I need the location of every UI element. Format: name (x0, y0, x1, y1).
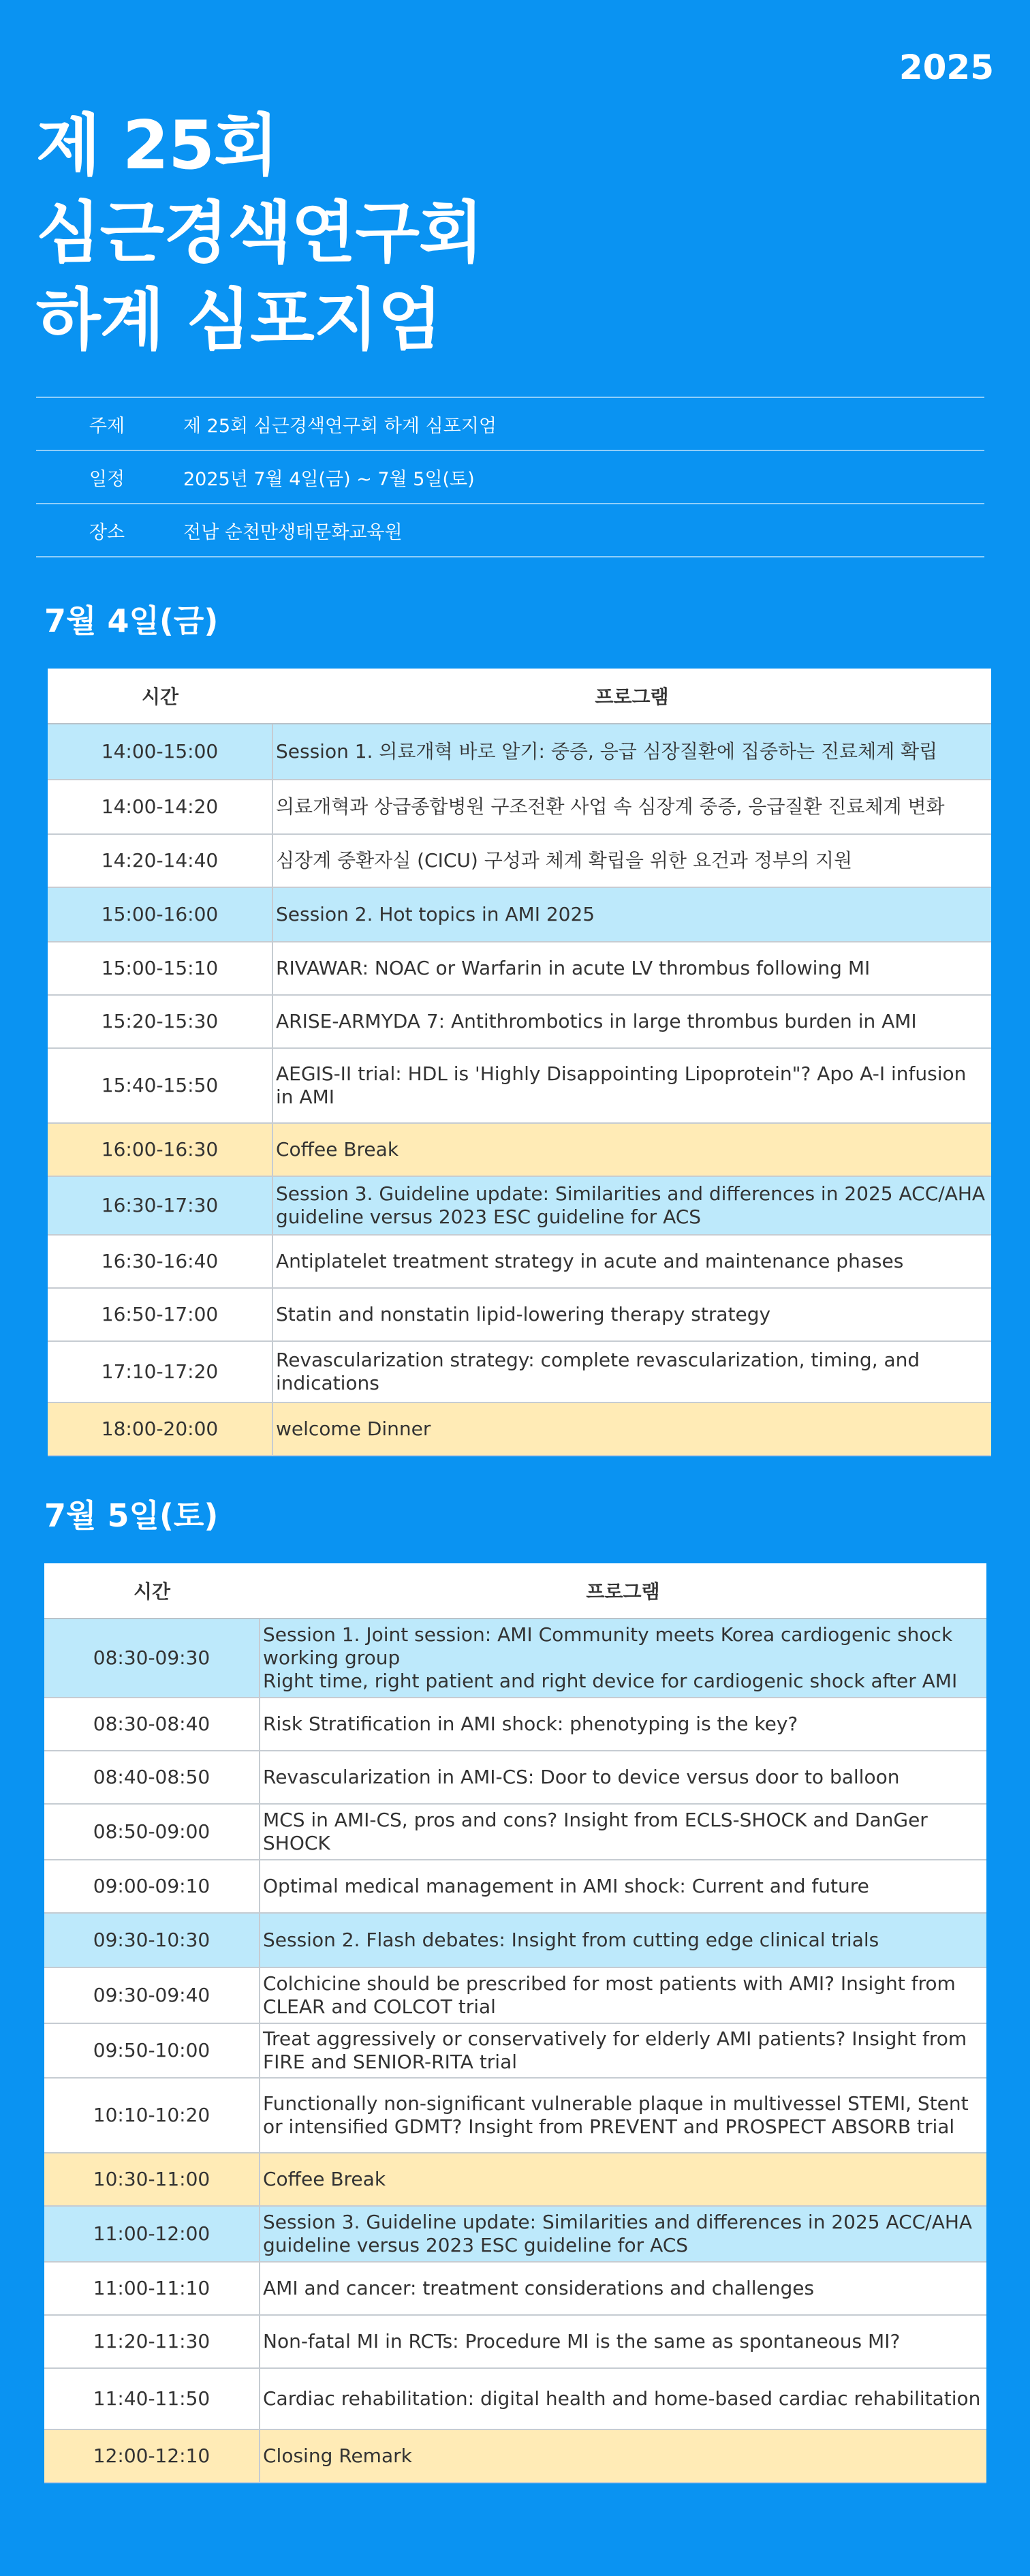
table-header-row (48, 669, 991, 724)
talk-row (44, 1967, 986, 2023)
program-cell: AEGIS-II trial: HDL is 'Highly Disappointing Lipoprotein"? Apo A-I infusion in AMI (272, 1048, 991, 1123)
day2-heading: 7월 5일(토) (44, 1497, 219, 1534)
break-row (44, 2429, 986, 2483)
talk-row (48, 1048, 991, 1123)
session-row (44, 1913, 986, 1967)
program-cell: Coffee Break (260, 2153, 986, 2206)
time-cell: 15:20-15:30 (48, 995, 272, 1048)
title-line: 하계 심포지엄 (36, 281, 442, 359)
time-cell: 14:20-14:40 (48, 834, 272, 887)
program-cell: Session 1. 의료개혁 바로 알기: 중증, 응급 심장질환에 집중하는 진료체계 확립 (272, 724, 991, 780)
talk-row (48, 780, 991, 834)
program-cell: 의료개혁과 상급종합병원 구조전환 사업 속 심장계 중증, 응급질환 진료체계 변화 (272, 780, 991, 834)
time-cell: 08:30-08:40 (44, 1698, 260, 1751)
talk-row (44, 1698, 986, 1751)
talk-row (44, 2023, 986, 2078)
info-row-topic (36, 398, 984, 451)
page-title (36, 102, 649, 364)
info-value: 제 25회 심근경색연구회 하계 심포지엄 (183, 415, 497, 437)
talk-row (44, 1751, 986, 1804)
program-cell: Closing Remark (260, 2429, 986, 2483)
program-header: 프로그램 (260, 1563, 986, 1619)
program-cell: Cardiac rehabilitation: digital health and home-based cardiac rehabilitation (260, 2368, 986, 2429)
break-row (44, 2153, 986, 2206)
session-row (44, 1619, 986, 1698)
talk-row (48, 995, 991, 1048)
time-cell: 08:50-09:00 (44, 1804, 260, 1860)
time-cell: 12:00-12:10 (44, 2429, 260, 2483)
program-cell: Antiplatelet treatment strategy in acute and maintenance phases (272, 1235, 991, 1288)
day1-schedule-table (48, 669, 991, 1456)
break-row (48, 1123, 991, 1176)
time-cell: 11:20-11:30 (44, 2315, 260, 2368)
session-row (48, 724, 991, 780)
day1-heading: 7월 4일(금) (44, 602, 219, 639)
program-cell: Coffee Break (272, 1123, 991, 1176)
program-cell: Risk Stratification in AMI shock: phenotyping is the key? (260, 1698, 986, 1751)
program-cell: Functionally non-significant vulnerable plaque in multivessel STEMI, Stent or intensified GDMT? Insight from PREVENT and PROSPECT ABSORB trial (260, 2078, 986, 2153)
info-row-date (36, 451, 984, 504)
time-cell: 16:00-16:30 (48, 1123, 272, 1176)
time-cell: 10:10-10:20 (44, 2078, 260, 2153)
time-cell: 15:00-15:10 (48, 942, 272, 995)
time-cell: 10:30-11:00 (44, 2153, 260, 2206)
info-row-venue (36, 504, 984, 557)
day2-schedule-table (44, 1563, 986, 2483)
info-label: 장소 (89, 521, 125, 543)
time-cell: 09:30-10:30 (44, 1913, 260, 1967)
time-cell: 11:00-11:10 (44, 2262, 260, 2315)
break-row (48, 1402, 991, 1456)
time-cell: 18:00-20:00 (48, 1402, 272, 1456)
time-cell: 11:00-12:00 (44, 2206, 260, 2262)
talk-row (44, 1804, 986, 1860)
session-row (48, 887, 991, 942)
program-cell: Session 2. Flash debates: Insight from cutting edge clinical trials (260, 1913, 986, 1967)
title-line: 제 25회 (36, 107, 278, 185)
info-label: 주제 (89, 415, 125, 437)
program-cell: Optimal medical management in AMI shock: Current and future (260, 1860, 986, 1913)
talk-row (44, 2262, 986, 2315)
program-cell: welcome Dinner (272, 1402, 991, 1456)
time-header: 시간 (44, 1563, 260, 1619)
time-cell: 16:30-16:40 (48, 1235, 272, 1288)
program-cell: AMI and cancer: treatment considerations and challenges (260, 2262, 986, 2315)
time-cell: 09:30-09:40 (44, 1967, 260, 2023)
program-header: 프로그램 (272, 669, 991, 724)
program-cell: Session 3. Guideline update: Similarities and differences in 2025 ACC/AHA guideline versus 2023 ESC guideline for ACS (272, 1176, 991, 1235)
time-cell: 16:30-17:30 (48, 1176, 272, 1235)
time-cell: 09:00-09:10 (44, 1860, 260, 1913)
program-cell: Revascularization strategy: complete revascularization, timing, and indications (272, 1341, 991, 1402)
program-cell: 심장계 중환자실 (CICU) 구성과 체계 확립을 위한 요건과 정부의 지원 (272, 834, 991, 887)
talk-row (44, 2315, 986, 2368)
time-cell: 08:30-09:30 (44, 1619, 260, 1698)
talk-row (48, 1288, 991, 1341)
time-cell: 08:40-08:50 (44, 1751, 260, 1804)
time-cell: 17:10-17:20 (48, 1341, 272, 1402)
info-value: 전남 순천만생태문화교육원 (183, 521, 403, 543)
talk-row (48, 834, 991, 887)
time-cell: 15:40-15:50 (48, 1048, 272, 1123)
time-cell: 14:00-15:00 (48, 724, 272, 780)
program-cell: Non-fatal MI in RCTs: Procedure MI is the same as spontaneous MI? (260, 2315, 986, 2368)
time-header: 시간 (48, 669, 272, 724)
session-row (44, 2206, 986, 2262)
program-cell: Treat aggressively or conservatively for elderly AMI patients? Insight from FIRE and SENIOR-RITA trial (260, 2023, 986, 2078)
session-row (48, 1176, 991, 1235)
program-cell: MCS in AMI-CS, pros and cons? Insight from ECLS-SHOCK and DanGer SHOCK (260, 1804, 986, 1860)
program-cell: Colchicine should be prescribed for most patients with AMI? Insight from CLEAR and COLCOT trial (260, 1967, 986, 2023)
time-cell: 15:00-16:00 (48, 887, 272, 942)
table-header-row (44, 1563, 986, 1619)
talk-row (44, 1860, 986, 1913)
talk-row (48, 1341, 991, 1402)
program-cell: RIVAWAR: NOAC or Warfarin in acute LV thrombus following MI (272, 942, 991, 995)
time-cell: 14:00-14:20 (48, 780, 272, 834)
time-cell: 16:50-17:00 (48, 1288, 272, 1341)
info-label: 일정 (89, 468, 125, 490)
talk-row (48, 1235, 991, 1288)
talk-row (44, 2368, 986, 2429)
talk-row (44, 2078, 986, 2153)
year-label: 2025 (899, 48, 994, 87)
time-cell: 09:50-10:00 (44, 2023, 260, 2078)
title-line: 심근경색연구회 (36, 194, 483, 272)
program-cell: Session 2. Hot topics in AMI 2025 (272, 887, 991, 942)
program-cell: Statin and nonstatin lipid-lowering therapy strategy (272, 1288, 991, 1341)
program-cell: Revascularization in AMI-CS: Door to device versus door to balloon (260, 1751, 986, 1804)
event-info (36, 397, 984, 557)
program-cell: Session 1. Joint session: AMI Community meets Korea cardiogenic shock working group Right time, right patient and right device for cardiogenic shock after AMI (260, 1619, 986, 1698)
program-cell: ARISE-ARMYDA 7: Antithrombotics in large thrombus burden in AMI (272, 995, 991, 1048)
info-value: 2025년 7월 4일(금) ~ 7월 5일(토) (183, 468, 475, 490)
time-cell: 11:40-11:50 (44, 2368, 260, 2429)
talk-row (48, 942, 991, 995)
program-cell: Session 3. Guideline update: Similarities and differences in 2025 ACC/AHA guideline versus 2023 ESC guideline for ACS (260, 2206, 986, 2262)
